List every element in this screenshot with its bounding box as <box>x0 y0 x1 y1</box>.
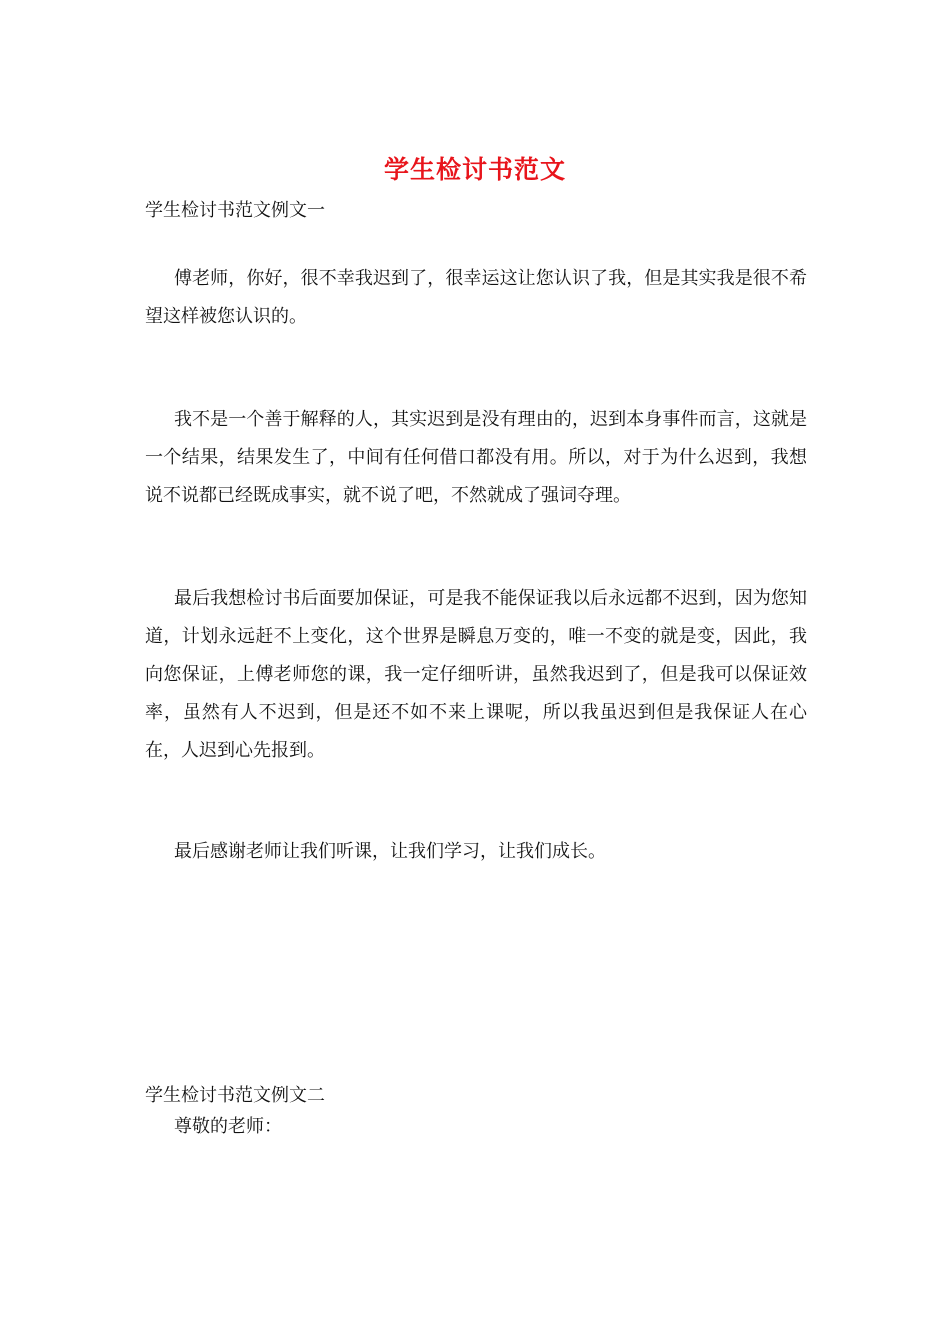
paragraph-4: 最后感谢老师让我们听课，让我们学习，让我们成长。 <box>174 841 606 862</box>
paragraph-1: 傅老师，你好，很不幸我迟到了，很幸运这让您认识了我，但是其实我是很不希望这样被您认识的。 <box>145 268 807 327</box>
paragraph-2: 我不是一个善于解释的人，其实迟到是没有理由的，迟到本身事件而言，这就是一个结果，结果发生了，中间有任何借口都没有用。所以，对于为什么迟到，我想说不说都已经既成事实，就不说了吧，不然就成了强词夺理。 <box>145 409 807 506</box>
section-heading-2: 学生检讨书范文例文二 <box>145 1085 325 1106</box>
document-title: 学生检讨书范文 <box>383 155 566 184</box>
salutation: 尊敬的老师： <box>174 1116 282 1137</box>
paragraph-3: 最后我想检讨书后面要加保证，可是我不能保证我以后永远都不迟到，因为您知道，计划永远赶不上变化，这个世界是瞬息万变的，唯一不变的就是变，因此，我向您保证，上傅老师您的课，我一定仔细听讲，虽然我迟到了，但是我可以保证效率，虽然有人不迟到，但是还不如不来上课呢，所以我虽迟到但是我保证人在心在，人迟到心先报到。 <box>145 588 807 761</box>
section-heading-1: 学生检讨书范文例文一 <box>145 200 325 221</box>
